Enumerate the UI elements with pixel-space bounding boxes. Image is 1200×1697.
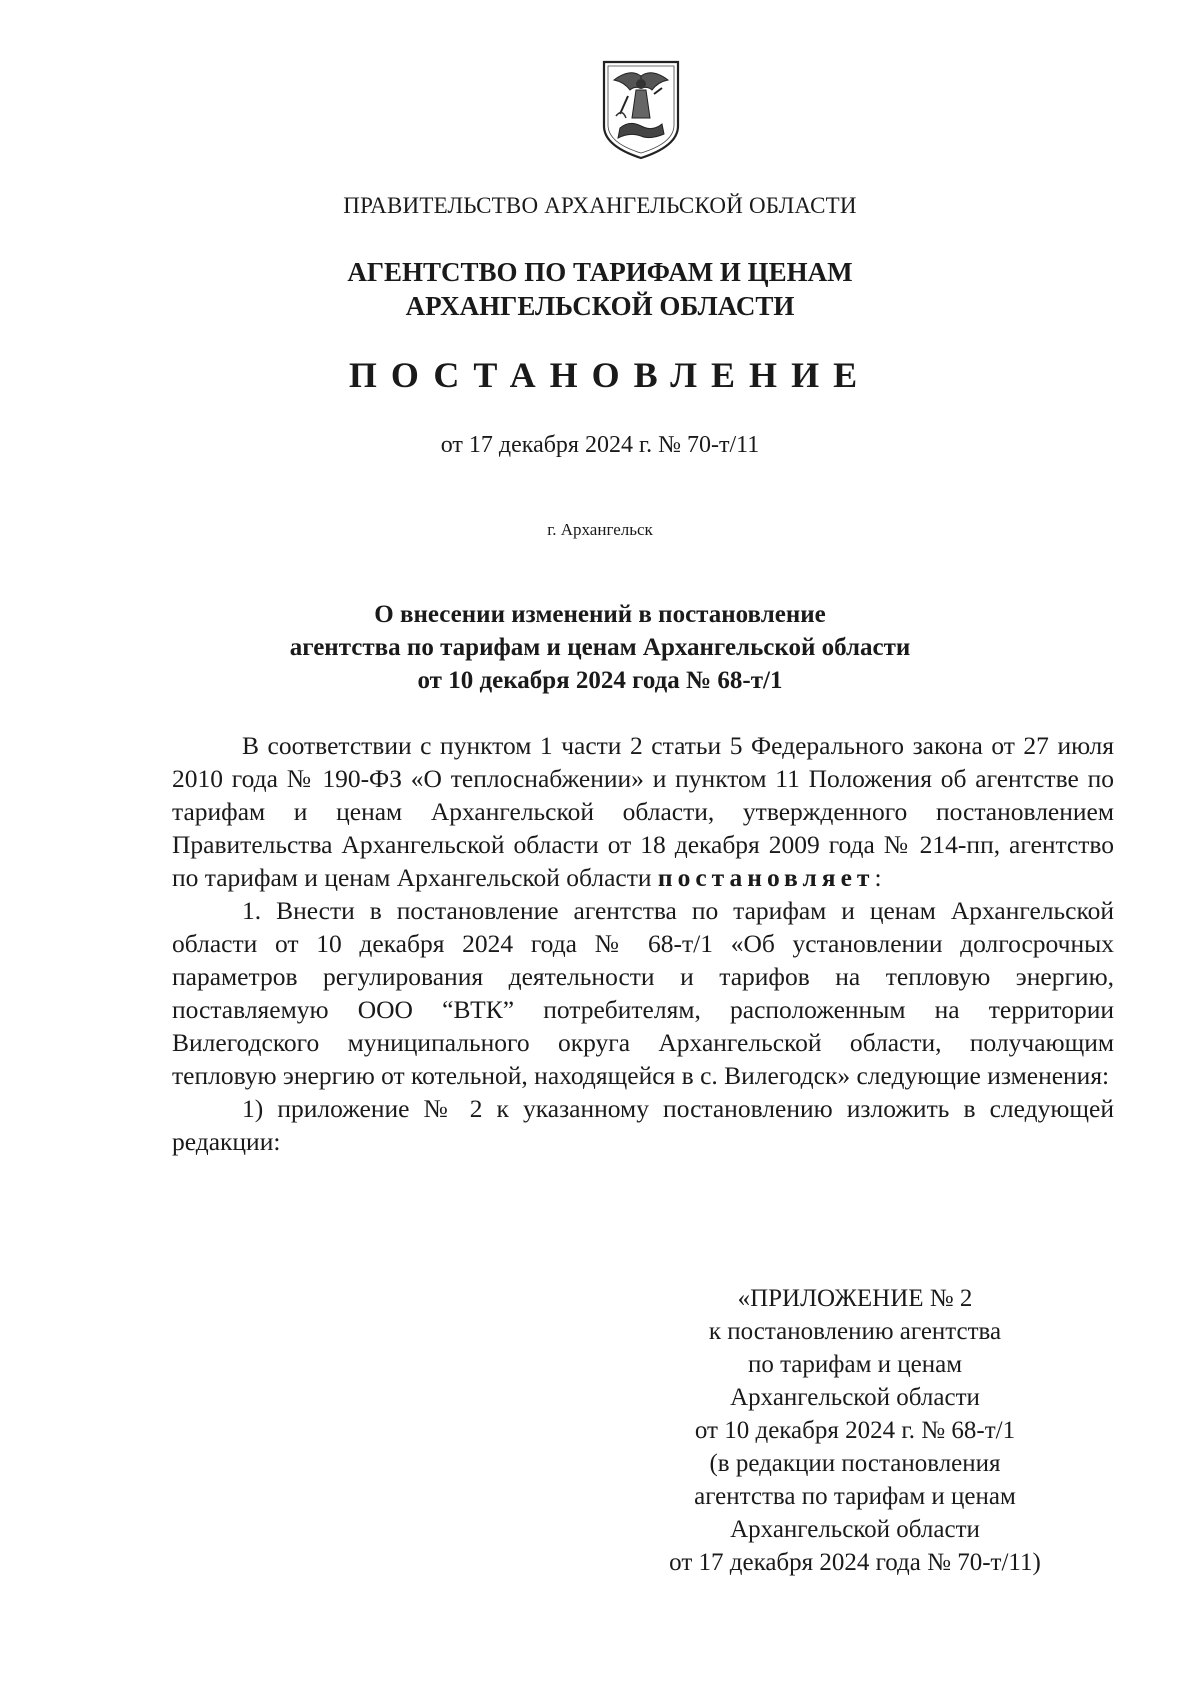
subject-line-1: О внесении изменений в постановление	[374, 601, 826, 628]
resolves-colon: :	[874, 863, 882, 892]
appendix-header	[645, 1282, 1065, 1579]
agency-name-line-2: АРХАНГЕЛЬСКОЙ ОБЛАСТИ	[405, 291, 795, 321]
appendix-line: от 17 декабря 2024 года № 70-т/11)	[669, 1549, 1041, 1576]
preamble-text: В соответствии с пунктом 1 части 2 статьи 5 Федерального закона от 27 июля 2010 года № 190-ФЗ «О теплоснабжении» и пунктом 11 Положения об агентстве по тарифам и ценам Архангельской области, утвержденного постановлением Правительства Архангельской области от 18 декабря 2009 года № 214-пп, агентство по тарифам и ценам Архангельской области	[172, 731, 1114, 892]
appendix-line: «ПРИЛОЖЕНИЕ № 2	[737, 1285, 973, 1312]
appendix-line: (в редакции постановления	[709, 1450, 1001, 1477]
item-1-paragraph: 1. Внести в постановление агентства по тарифам и ценам Архангельской области от 10 декабря 2024 года № 68-т/1 «Об установлении долгосрочных параметров регулирования деятельности и тарифов на тепловую энергию, поставляемую ООО “ВТК” потребителям, расположенным на территории Вилегодского муниципального округа Архангельской области, получающим тепловую энергию от котельной, находящейся в с. Вилегодск» следующие изменения:	[172, 896, 1114, 1090]
preamble-paragraph	[172, 729, 1114, 894]
appendix-line: агентства по тарифам и ценам	[694, 1483, 1016, 1510]
appendix-line: по тарифам и ценам	[747, 1351, 963, 1378]
appendix-line: Архангельской области	[730, 1384, 980, 1411]
document-type-title: ПОСТАНОВЛЕНИЕ	[348, 355, 872, 395]
appendix-line: от 10 декабря 2024 г. № 68-т/1	[694, 1417, 1016, 1444]
agency-name	[0, 255, 1200, 323]
resolves-word: постановляет	[657, 863, 875, 892]
agency-name-line-1: АГЕНТСТВО ПО ТАРИФАМ И ЦЕНАМ	[347, 257, 853, 287]
document-city: г. Архангельск	[547, 520, 653, 539]
coat-of-arms-emblem	[600, 58, 682, 162]
document-date-number: от 17 декабря 2024 г. № 70-т/11	[440, 432, 760, 458]
subject-line-3: от 10 декабря 2024 года № 68-т/1	[417, 667, 783, 694]
item-1-1-paragraph: 1) приложение № 2 к указанному постановлению изложить в следующей редакции:	[172, 1094, 1114, 1156]
document-subject	[0, 598, 1200, 697]
document-body	[172, 729, 1114, 1158]
appendix-line: Архангельской области	[730, 1516, 980, 1543]
appendix-line: к постановлению агентства	[708, 1318, 1002, 1345]
government-name: ПРАВИТЕЛЬСТВО АРХАНГЕЛЬСКОЙ ОБЛАСТИ	[343, 193, 857, 218]
subject-line-2: агентства по тарифам и ценам Архангельской области	[289, 634, 911, 661]
